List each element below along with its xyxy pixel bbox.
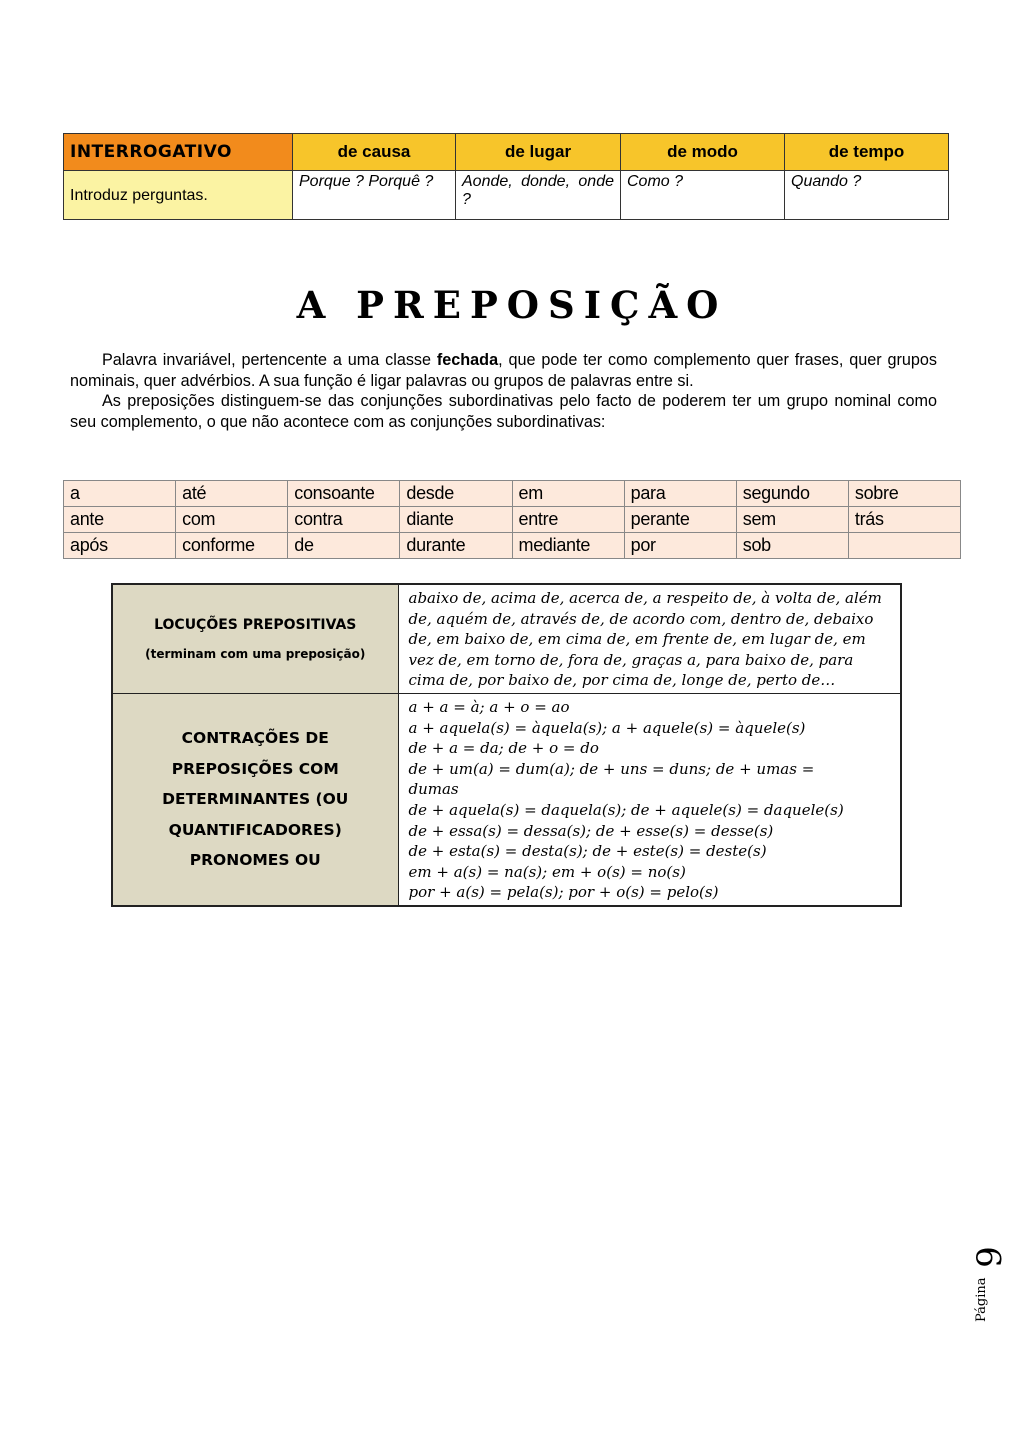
locucoes-label-cell xyxy=(112,584,398,693)
locucoes-row xyxy=(112,584,901,693)
interrogativo-header-cell: de tempo xyxy=(785,134,949,171)
locucoes-table xyxy=(111,583,902,907)
table-row xyxy=(64,533,961,559)
table-cell: durante xyxy=(400,533,512,559)
contracoes-line: de + essa(s) = dessa(s); de + esse(s) = desse(s) xyxy=(408,821,774,840)
contracoes-line: dumas xyxy=(408,780,459,799)
contracoes-line: de + esta(s) = desta(s); de + este(s) = deste(s) xyxy=(408,842,767,861)
paragraph: As preposições distinguem-se das conjunções subordinativas pelo facto de poderem ter um grupo nominal como seu complemento, o que não acontece com as conjunções subordinativas: xyxy=(70,392,937,431)
page-number-label: Página xyxy=(974,1277,989,1322)
paragraph xyxy=(70,350,937,391)
interrogativo-cell: Quando ? xyxy=(785,171,949,220)
interrogativo-table xyxy=(63,133,949,220)
table-cell: até xyxy=(176,481,288,507)
table-cell: perante xyxy=(624,507,736,533)
table-row xyxy=(64,481,961,507)
table-cell: para xyxy=(624,481,736,507)
contracoes-line: de + aquela(s) = daquela(s); de + aquele(s) = daquele(s) xyxy=(408,800,844,819)
table-cell: com xyxy=(176,507,288,533)
table-cell: conforme xyxy=(176,533,288,559)
page-number xyxy=(969,1240,1010,1322)
locucoes-subtitle: (terminam com uma preposição) xyxy=(145,646,366,661)
contracoes-label-cell xyxy=(112,693,398,905)
contracoes-row xyxy=(112,693,901,905)
contracoes-title-line: PREPOSIÇÕES COM xyxy=(171,759,339,778)
page-number-value: 9 xyxy=(969,1246,1010,1268)
table-cell: a xyxy=(64,481,176,507)
paragraph-bold: fechada xyxy=(436,351,499,369)
contracoes-list xyxy=(398,693,901,905)
interrogativo-header-cell: de modo xyxy=(621,134,785,171)
interrogativo-header-cell: de lugar xyxy=(456,134,621,171)
prepositions-table xyxy=(63,480,961,559)
contracoes-title-line: PRONOMES OU xyxy=(189,851,321,870)
table-cell: ante xyxy=(64,507,176,533)
interrogativo-header-cell: INTERROGATIVO xyxy=(64,134,293,171)
contracoes-title-line: CONTRAÇÕES DE xyxy=(181,729,329,748)
locucoes-list: abaixo de, acima de, acerca de, a respeito de, à volta de, além de, aquém de, através de, de acordo com, dentro de, debaixo de, em baixo de, em cima de, em frente de, em lugar de, em vez de, em torno de, fora de, graças a, para baixo de, para cima de, por baixo de, por cima de, longe de, perto de… xyxy=(398,584,901,693)
table-cell: trás xyxy=(848,507,960,533)
table-cell: consoante xyxy=(288,481,400,507)
table-cell: sob xyxy=(736,533,848,559)
table-cell: segundo xyxy=(736,481,848,507)
table-cell: sobre xyxy=(848,481,960,507)
table-cell xyxy=(848,533,960,559)
contracoes-line: de + um(a) = dum(a); de + uns = duns; de + umas = xyxy=(408,759,815,778)
interrogativo-cell: Introduz perguntas. xyxy=(64,171,293,220)
table-cell: mediante xyxy=(512,533,624,559)
table-cell: em xyxy=(512,481,624,507)
contracoes-line: a + a = à; a + o = ao xyxy=(408,697,570,716)
contracoes-title-line: DETERMINANTES (OU xyxy=(162,790,349,809)
interrogativo-cell: Como ? xyxy=(621,171,785,220)
interrogativo-cell: Aonde, donde, onde ? xyxy=(456,171,621,220)
table-cell: de xyxy=(288,533,400,559)
interrogativo-header-row xyxy=(64,134,949,171)
contracoes-line: por + a(s) = pela(s); por + o(s) = pelo(s) xyxy=(408,883,719,902)
contracoes-line: em + a(s) = na(s); em + o(s) = no(s) xyxy=(408,862,686,881)
table-cell: desde xyxy=(400,481,512,507)
locucoes-title: LOCUÇÕES PREPOSITIVAS xyxy=(154,616,357,633)
contracoes-line: a + aquela(s) = àquela(s); a + aquele(s) = àquele(s) xyxy=(408,718,806,737)
intro-text xyxy=(70,350,937,432)
section-title: A PREPOSIÇÃO xyxy=(296,283,728,327)
table-cell: contra xyxy=(288,507,400,533)
interrogativo-row xyxy=(64,171,949,220)
paragraph-text: , que pode ter como complemento quer frases, quer grupos nominais, quer advérbios. A sua função é ligar palavras ou grupos de palavras entre si. xyxy=(70,351,937,390)
table-cell: sem xyxy=(736,507,848,533)
table-cell: diante xyxy=(400,507,512,533)
table-cell: entre xyxy=(512,507,624,533)
contracoes-line: de + a = da; de + o = do xyxy=(408,739,599,758)
contracoes-title-line: QUANTIFICADORES) xyxy=(168,820,342,839)
table-row xyxy=(64,507,961,533)
interrogativo-cell: Porque ? Porquê ? xyxy=(293,171,456,220)
table-cell: após xyxy=(64,533,176,559)
table-cell: por xyxy=(624,533,736,559)
paragraph-text: Palavra invariável, pertencente a uma classe xyxy=(102,351,437,369)
interrogativo-header-cell: de causa xyxy=(293,134,456,171)
